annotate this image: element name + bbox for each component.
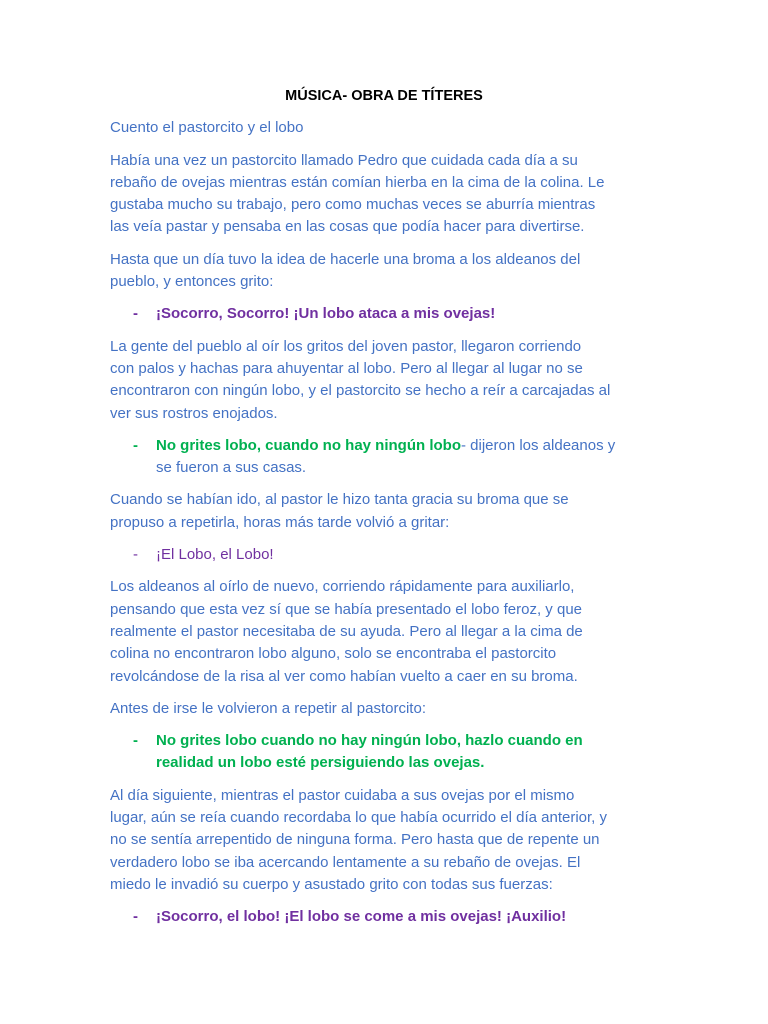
dialogue-dash: - xyxy=(133,305,138,323)
document-title: MÚSICA- OBRA DE TÍTERES xyxy=(285,88,483,104)
dialogue-line: realidad un lobo esté persiguiendo las ovejas. xyxy=(156,754,485,772)
dialogue-line: ¡Socorro, Socorro! ¡Un lobo ataca a mis ovejas! xyxy=(156,305,496,323)
dialogue-dash: - xyxy=(133,436,138,454)
paragraph-3 xyxy=(110,336,768,425)
dialogue-line: se fueron a sus casas. xyxy=(156,459,307,477)
paragraph-7 xyxy=(110,785,768,896)
dialogue-line xyxy=(156,435,768,457)
dialogue-dash: - xyxy=(133,546,138,564)
paragraph-line: Los aldeanos al oírlo de nuevo, corriendo rápidamente para auxiliarlo, xyxy=(110,578,575,596)
story-subtitle xyxy=(110,117,768,139)
paragraph-4 xyxy=(110,489,768,534)
paragraph-line: pensando que esta vez sí que se había presentado el lobo feroz, y que xyxy=(110,600,583,618)
paragraph-line: no se sentía arrepentido de ninguna forma. Pero hasta que de repente un xyxy=(110,831,600,849)
dialogue-dash: - xyxy=(133,732,138,750)
paragraph-1 xyxy=(110,150,768,239)
paragraph-line: Al día siguiente, mientras el pastor cuidaba a sus ovejas por el mismo xyxy=(110,786,575,804)
paragraph-line: rebaño de ovejas mientras están comían hierba en la cima de la colina. Le xyxy=(110,173,605,191)
paragraph-line: Hasta que un día tuvo la idea de hacerle una broma a los aldeanos del xyxy=(110,250,581,268)
paragraph-line: verdadero lobo se iba acercando lentamente a su rebaño de ovejas. El xyxy=(110,853,581,871)
paragraph-line: gustaba mucho su trabajo, pero como muchas veces se aburría mientras xyxy=(110,196,596,214)
paragraph-line: Había una vez un pastorcito llamado Pedro que cuidada cada día a su xyxy=(110,151,578,169)
dialogue-line: No grites lobo cuando no hay ningún lobo, hazlo cuando en xyxy=(156,732,583,750)
paragraph-line: realmente el pastor necesitaba de su ayuda. Pero al llegar a la cima de xyxy=(110,622,583,640)
subtitle-line: Cuento el pastorcito y el lobo xyxy=(110,119,304,137)
paragraph-line: ver sus rostros enojados. xyxy=(110,404,278,422)
dialogue-line: ¡Socorro, el lobo! ¡El lobo se come a mis ovejas! ¡Auxilio! xyxy=(156,908,567,926)
dialogue-4 xyxy=(110,730,768,775)
dialogue-2 xyxy=(110,435,768,480)
paragraph-line: propuso a repetirla, horas más tarde volvió a gritar: xyxy=(110,513,450,531)
paragraph-line: miedo le invadió su cuerpo y asustado grito con todas sus fuerzas: xyxy=(110,875,553,893)
paragraph-line: las veía pastar y pensaba en las cosas que podía hacer para divertirse. xyxy=(110,218,585,236)
paragraph-5 xyxy=(110,576,768,687)
paragraph-6 xyxy=(110,698,768,720)
dialogue-3 xyxy=(110,544,768,566)
paragraph-line: Cuando se habían ido, al pastor le hizo tanta gracia su broma que se xyxy=(110,491,569,509)
paragraph-2 xyxy=(110,249,768,294)
paragraph-line: con palos y hachas para ahuyentar al lobo. Pero al llegar al lugar no se xyxy=(110,359,583,377)
dialogue-narration: - dijeron los aldeanos y xyxy=(460,436,616,454)
dialogue-1 xyxy=(110,303,768,325)
dialogue-5 xyxy=(110,906,768,928)
paragraph-line: encontraron con ningún lobo, y el pastorcito se hecho a reír a carcajadas al xyxy=(110,382,611,400)
dialogue-line: ¡El Lobo, el Lobo! xyxy=(156,546,274,564)
dialogue-speech: No grites lobo, cuando no hay ningún lobo xyxy=(156,436,461,454)
paragraph-line: La gente del pueblo al oír los gritos del joven pastor, llegaron corriendo xyxy=(110,337,582,355)
paragraph-line: lugar, aún se reía cuando recordaba lo que había ocurrido el día anterior, y xyxy=(110,809,607,827)
paragraph-line: colina no encontraron lobo alguno, solo se encontraba el pastorcito xyxy=(110,645,557,663)
paragraph-line: pueblo, y entonces grito: xyxy=(110,273,274,291)
paragraph-line: Antes de irse le volvieron a repetir al pastorcito: xyxy=(110,699,426,717)
dialogue-dash: - xyxy=(133,908,138,926)
paragraph-line: revolcándose de la risa al ver como habían vuelto a caer en su broma. xyxy=(110,667,578,685)
